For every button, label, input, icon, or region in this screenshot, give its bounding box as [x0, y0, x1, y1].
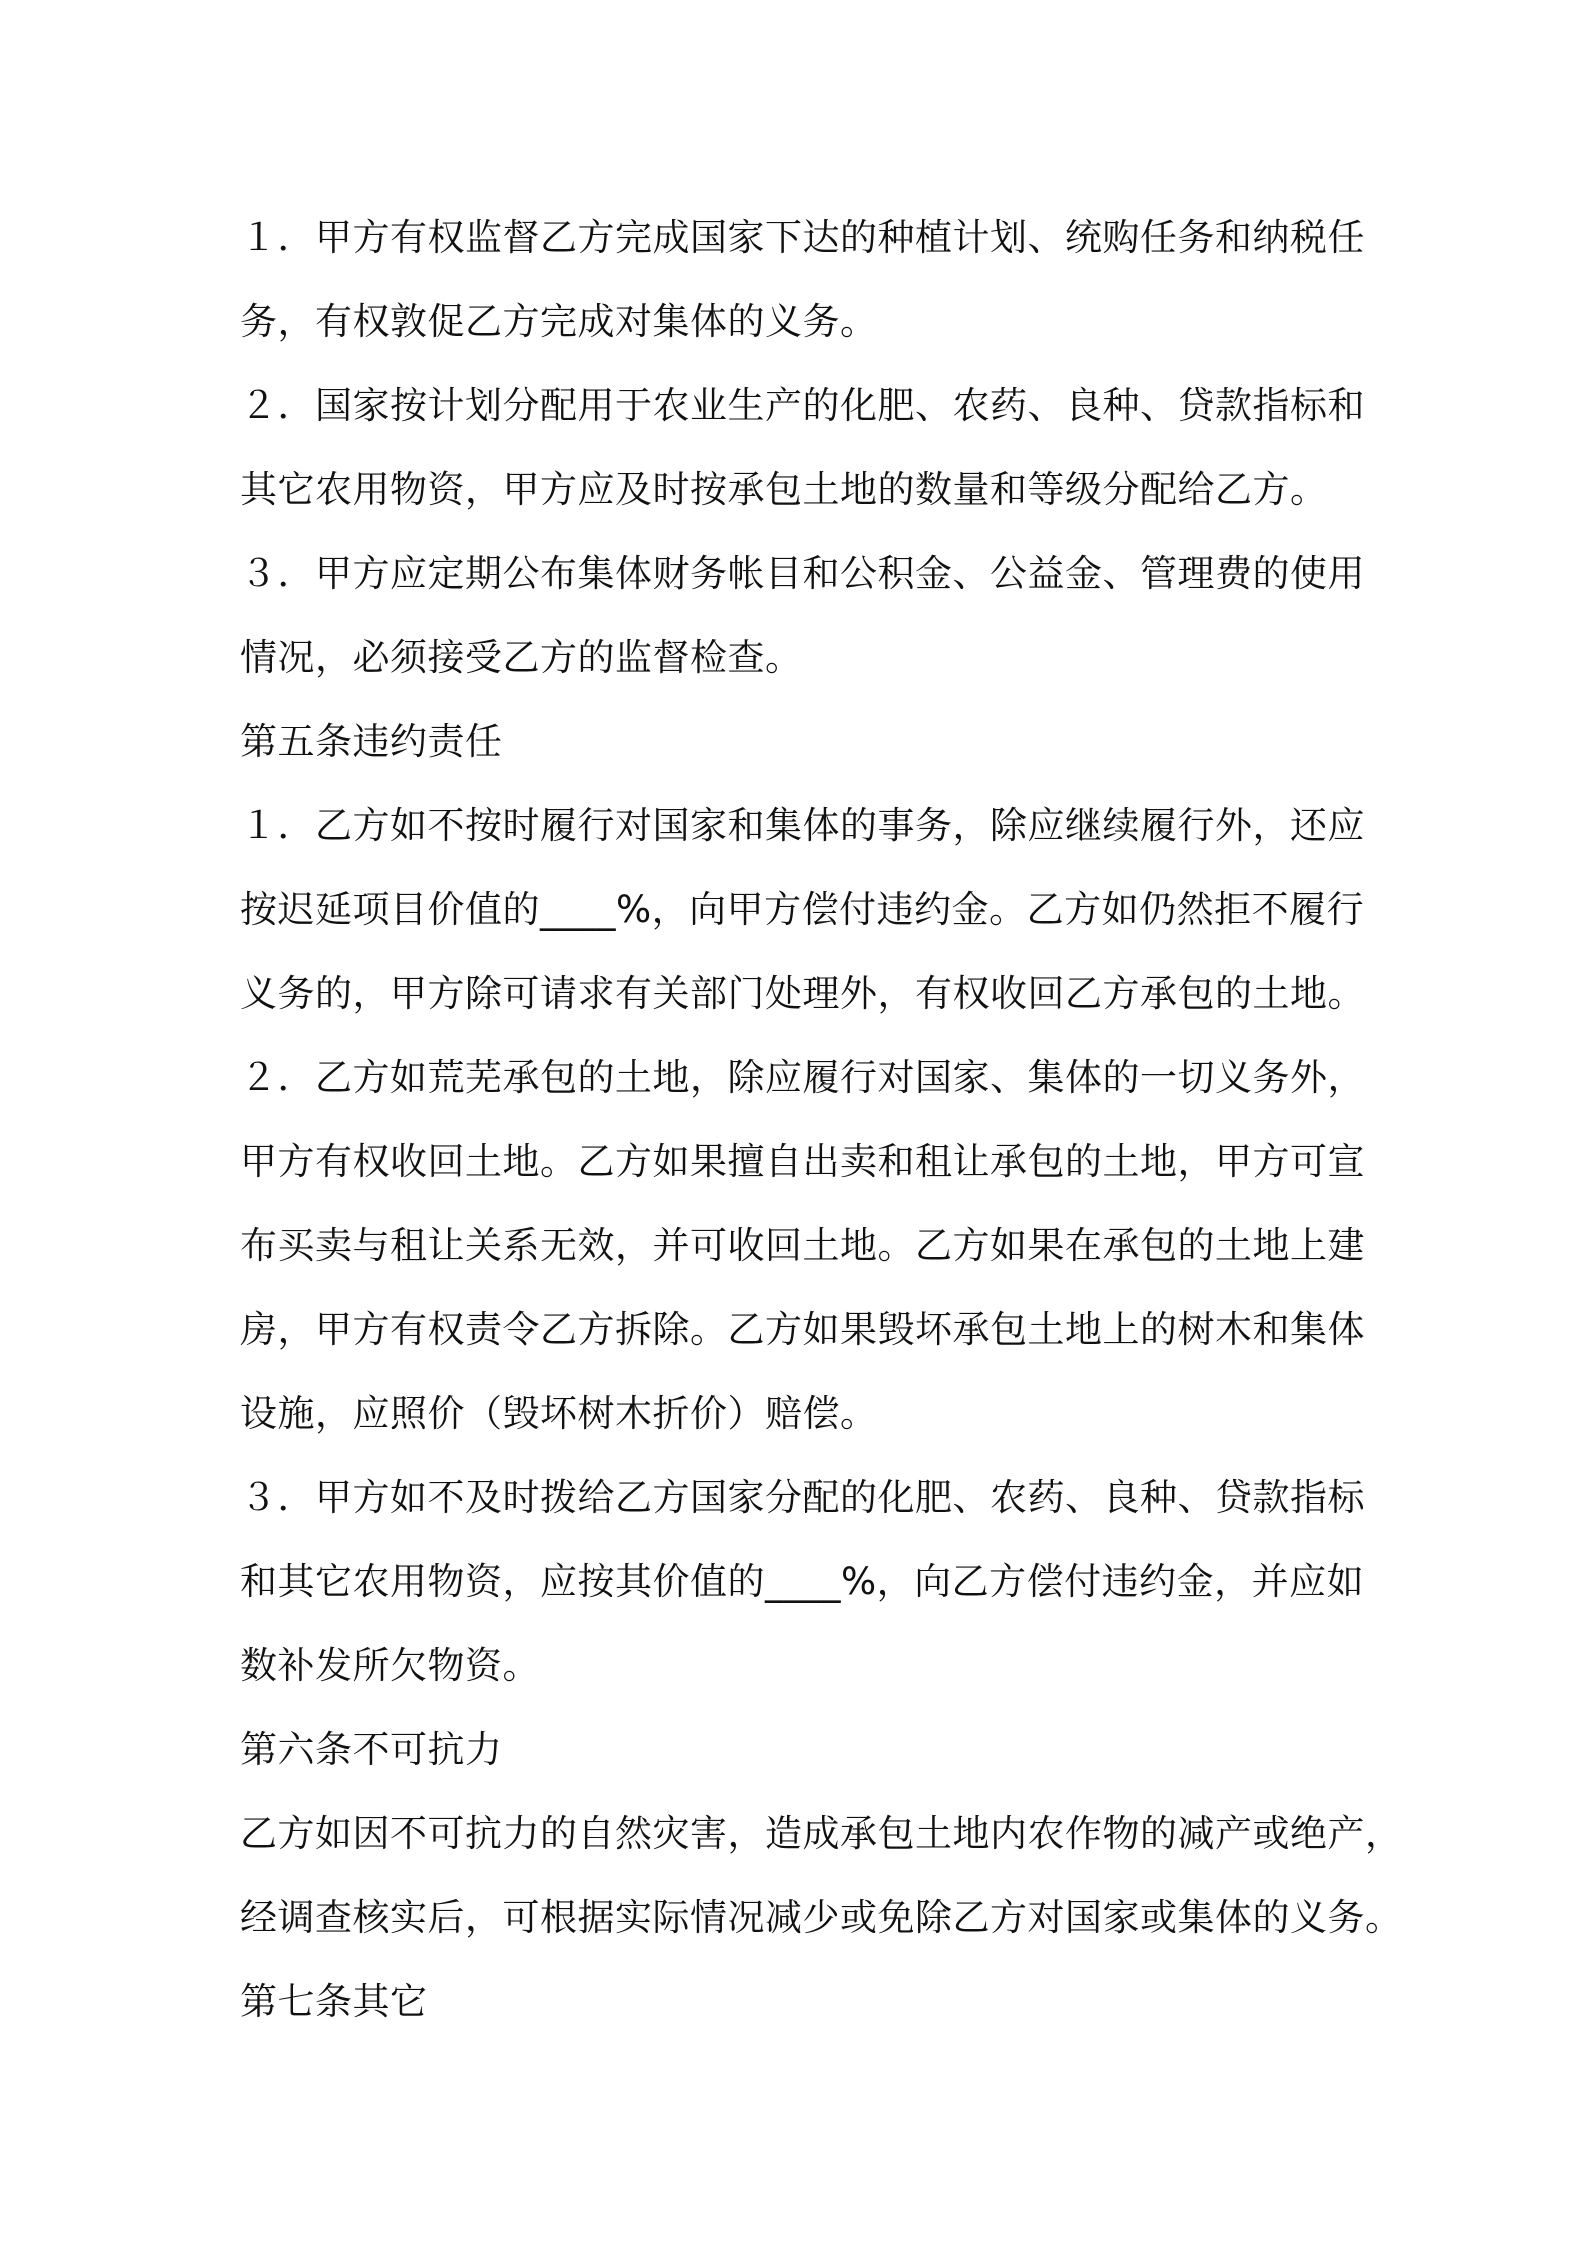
paragraph-line: 和其它农用物资，应按其价值的____%，向乙方偿付违约金，并应如: [240, 1560, 1365, 1603]
document-body: [240, 196, 1403, 2044]
paragraph-line: 布买卖与租让关系无效，并可收回土地。乙方如果在承包的土地上建: [240, 1224, 1365, 1267]
paragraph-line: ２．国家按计划分配用于农业生产的化肥、农药、良种、贷款指标和: [240, 384, 1365, 427]
paragraph-line: ３．甲方如不及时拨给乙方国家分配的化肥、农药、良种、贷款指标: [240, 1476, 1365, 1519]
section-heading-article-5: 第五条违约责任: [240, 720, 503, 763]
section-heading-article-7: 第七条其它: [240, 1980, 428, 2023]
paragraph-line: 情况，必须接受乙方的监督检查。: [240, 636, 803, 679]
paragraph-line: 房，甲方有权责令乙方拆除。乙方如果毁坏承包土地上的树木和集体: [240, 1308, 1365, 1351]
paragraph-line: 设施，应照价（毁坏树木折价）赔偿。: [240, 1392, 878, 1435]
section-heading-article-6: 第六条不可抗力: [240, 1728, 503, 1771]
paragraph-line: 经调查核实后，可根据实际情况减少或免除乙方对国家或集体的义务。: [240, 1896, 1403, 1939]
paragraph-line: 义务的，甲方除可请求有关部门处理外，有权收回乙方承包的土地。: [240, 972, 1365, 1015]
paragraph-line: 甲方有权收回土地。乙方如果擅自出卖和租让承包的土地，甲方可宣: [240, 1140, 1365, 1183]
paragraph-line: ２．乙方如荒芜承包的土地，除应履行对国家、集体的一切义务外，: [240, 1056, 1365, 1099]
paragraph-line: 数补发所欠物资。: [240, 1644, 540, 1687]
paragraph-line: 乙方如因不可抗力的自然灾害，造成承包土地内农作物的减产或绝产，: [240, 1812, 1403, 1855]
paragraph-line: ３．甲方应定期公布集体财务帐目和公积金、公益金、管理费的使用: [240, 552, 1365, 595]
paragraph-line: 按迟延项目价值的____%，向甲方偿付违约金。乙方如仍然拒不履行: [240, 888, 1365, 931]
paragraph-line: 其它农用物资，甲方应及时按承包土地的数量和等级分配给乙方。: [240, 468, 1328, 511]
paragraph-line: 务，有权敦促乙方完成对集体的义务。: [240, 300, 878, 343]
paragraph-line: １．乙方如不按时履行对国家和集体的事务，除应继续履行外，还应: [240, 804, 1365, 847]
paragraph-line: １．甲方有权监督乙方完成国家下达的种植计划、统购任务和纳税任: [240, 216, 1365, 259]
